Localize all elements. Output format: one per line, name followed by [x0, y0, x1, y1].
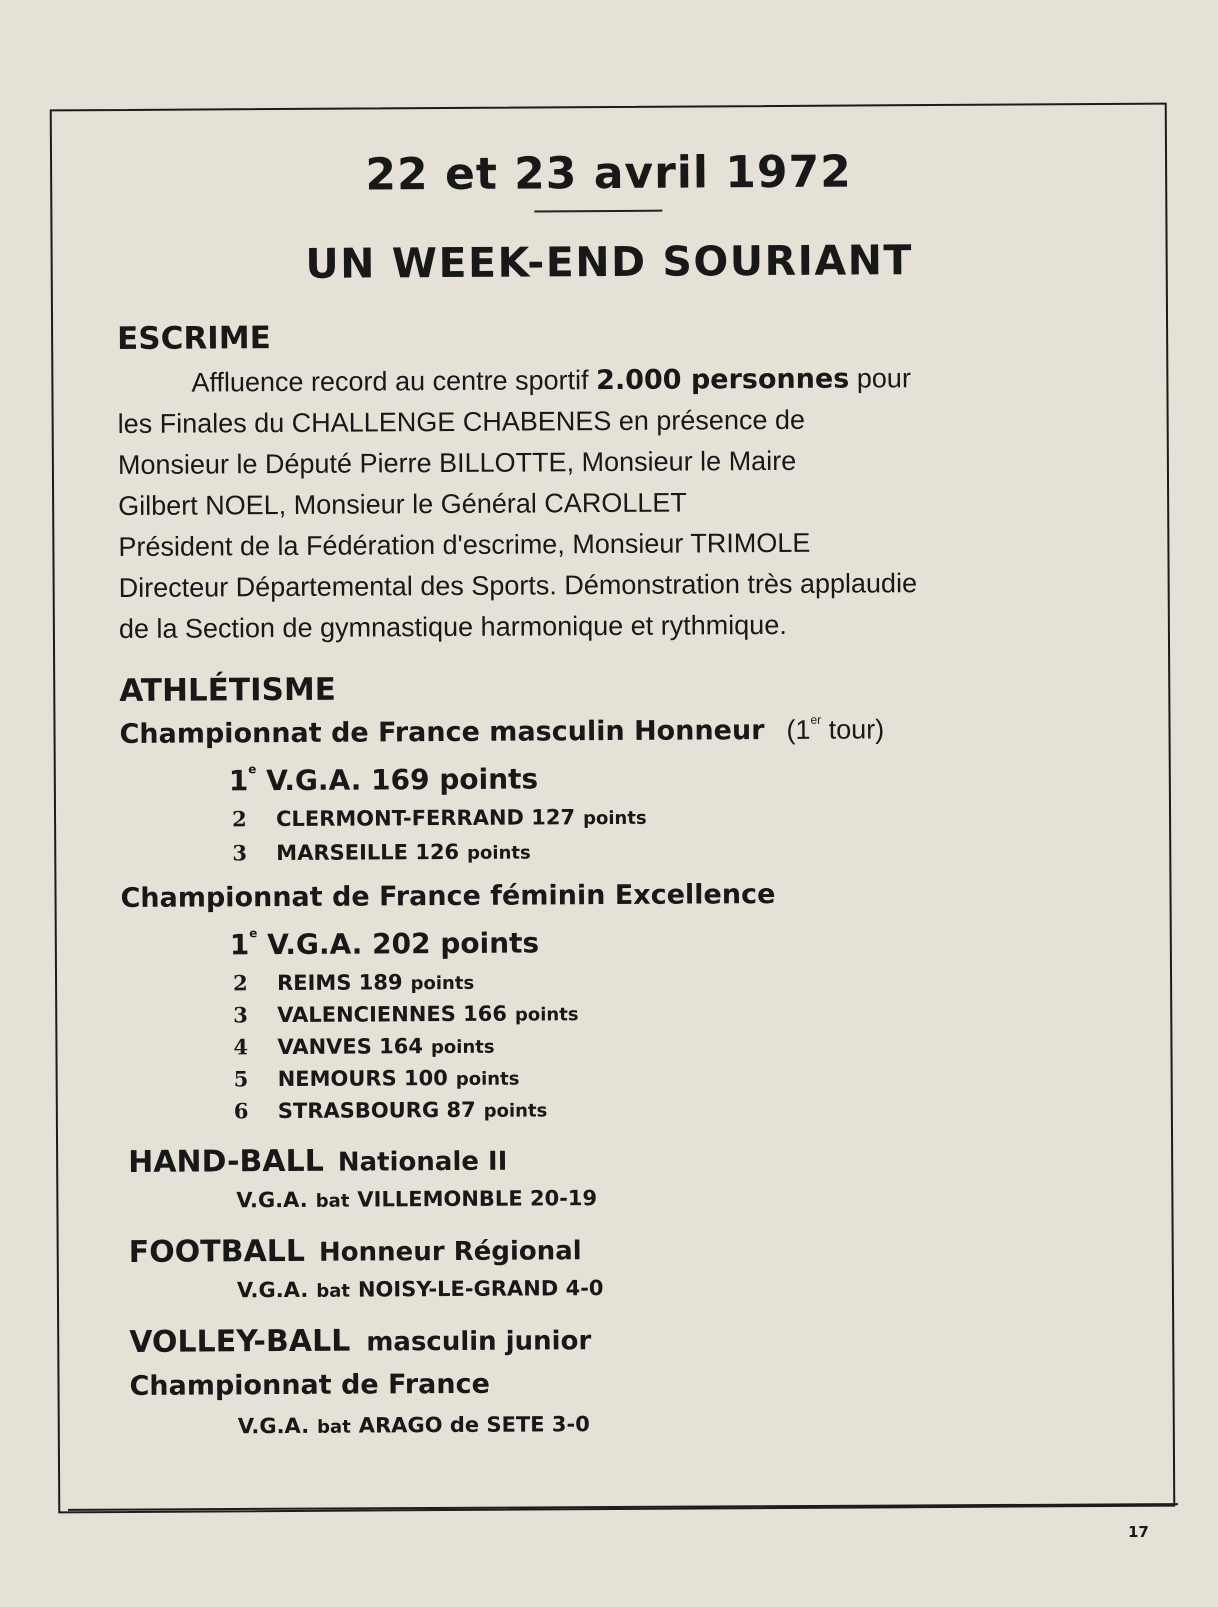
escrime-line-6: Directeur Départemental des Sports. Démonstration très applaudie	[118, 568, 918, 604]
football-title: FOOTBALL Honneur Régional	[128, 1233, 582, 1270]
masculin-winner: 1e V.G.A. 169 points	[228, 762, 539, 798]
masculin-place-2: 2 CLERMONT-FERRAND 127 points	[231, 805, 647, 832]
escrime-line-4: Gilbert NOEL, Monsieur le Général CAROLLET	[118, 487, 687, 522]
escrime-line-1: Affluence record au centre sportif 2.000 personnes pour	[191, 363, 911, 398]
escrime-line-2: les Finales du CHALLENGE CHABENES en présence de	[117, 404, 806, 440]
article-date: 22 et 23 avril 1972	[365, 146, 852, 201]
title-divider	[534, 210, 662, 213]
volleyball-result: V.G.A. bat ARAGO de SETE 3-0	[237, 1412, 590, 1439]
article-frame	[50, 103, 1176, 1514]
feminin-place-3: 3 VALENCIENNES 166 points	[233, 1001, 579, 1028]
football-result: V.G.A. bat NOISY-LE-GRAND 4-0	[236, 1276, 604, 1303]
volleyball-title: VOLLEY-BALL masculin junior	[129, 1323, 592, 1360]
feminin-place-6: 6 STRASBOURG 87 points	[233, 1097, 548, 1124]
masculin-championship-title: Championnat de France masculin Honneur (1er tour)	[119, 712, 885, 751]
tour-label: (1er tour)	[786, 712, 885, 745]
escrime-line-7: de la Section de gymnastique harmonique et rythmique.	[118, 609, 787, 645]
escrime-line-5: Président de la Fédération d'escrime, Monsieur TRIMOLE	[118, 527, 811, 563]
feminin-winner: 1e V.G.A. 202 points	[229, 926, 540, 962]
feminin-place-2: 2 REIMS 189 points	[232, 970, 475, 996]
feminin-place-5: 5 NEMOURS 100 points	[233, 1066, 520, 1092]
masculin-place-3: 3 MARSEILLE 126 points	[232, 839, 531, 866]
feminin-place-4: 4 VANVES 164 points	[233, 1034, 495, 1060]
handball-title: HAND-BALL Nationale II	[128, 1143, 508, 1180]
escrime-paragraph	[117, 357, 1089, 650]
page-number: 17	[1128, 1523, 1149, 1541]
article-headline: UN WEEK-END SOURIANT	[305, 236, 914, 288]
escrime-title: ESCRIME	[117, 320, 271, 358]
attendance-figure: 2.000 personnes	[596, 363, 850, 397]
handball-result: V.G.A. bat VILLEMONBLE 20-19	[236, 1186, 598, 1213]
escrime-line-3: Monsieur le Député Pierre BILLOTTE, Monsieur le Maire	[117, 445, 797, 481]
volleyball-championship: Championnat de France	[129, 1368, 490, 1402]
athletisme-title: ATHLÉTISME	[119, 671, 337, 710]
feminin-championship-title: Championnat de France féminin Excellence	[120, 879, 776, 915]
